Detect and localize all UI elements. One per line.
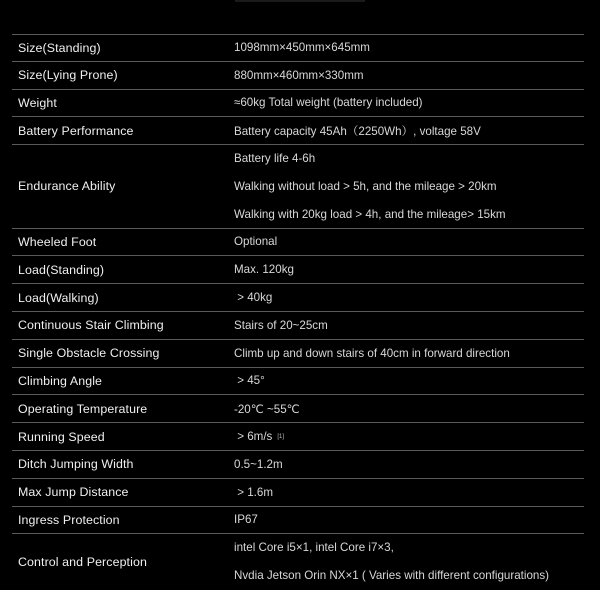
spec-value-cell (234, 312, 584, 339)
spec-value: ≈60kg Total weight (battery included) (234, 96, 423, 110)
spec-label: Load(Walking) (18, 290, 99, 305)
spec-row-control-and-perception (12, 534, 584, 590)
spec-value: IP67 (234, 513, 258, 527)
spec-label: Climbing Angle (18, 373, 103, 388)
spec-row-operating-temperature (12, 395, 584, 423)
spec-row-size-standing (12, 34, 584, 62)
spec-value-cell (234, 368, 584, 395)
spec-value: Walking without load > 5h, and the mileage > 20km (234, 179, 497, 193)
spec-row-endurance-ability (12, 145, 584, 228)
spec-value-cell (234, 284, 584, 311)
spec-value: Nvdia Jetson Orin NX×1 ( Varies with different configurations) (234, 569, 550, 583)
spec-label: Size(Lying Prone) (18, 68, 118, 83)
spec-value: Walking with 20kg load > 4h, and the mileage> 15km (234, 207, 506, 221)
spec-row-size-lying-prone (12, 62, 584, 90)
spec-row-wheeled-foot (12, 229, 584, 257)
spec-value: > 40kg (234, 291, 273, 305)
spec-label: Max Jump Distance (18, 485, 129, 500)
spec-table (12, 34, 584, 590)
top-divider (235, 0, 365, 2)
spec-value: Battery life 4-6h (234, 152, 316, 166)
spec-row-continuous-stair-climbing (12, 312, 584, 340)
spec-value: Climb up and down stairs of 40cm in forward direction (234, 346, 510, 360)
spec-label: Ingress Protection (18, 512, 120, 527)
spec-value-cell (234, 451, 584, 478)
spec-row-ditch-jumping-width (12, 451, 584, 479)
footnote-reference: [1] (277, 433, 285, 440)
spec-label: Ditch Jumping Width (18, 457, 134, 472)
spec-label: Single Obstacle Crossing (18, 346, 160, 361)
spec-value: 1098mm×450mm×645mm (234, 41, 370, 55)
spec-value: intel Core i5×1, intel Core i7×3, (234, 541, 394, 555)
spec-label: Endurance Ability (18, 179, 116, 194)
spec-label: Control and Perception (18, 555, 147, 570)
spec-label: Running Speed (18, 429, 105, 444)
spec-value: Max. 120kg (234, 263, 294, 277)
spec-label: Load(Standing) (18, 262, 105, 277)
spec-row-max-jump-distance (12, 479, 584, 507)
spec-label: Weight (18, 95, 57, 110)
spec-value: Battery capacity 45Ah（2250Wh）, voltage 58V (234, 124, 481, 138)
spec-value-cell (234, 90, 584, 117)
spec-value: 0.5~1.2m (234, 457, 283, 471)
spec-value-cell (234, 479, 584, 506)
spec-value-group (234, 423, 284, 450)
spec-label: Operating Temperature (18, 401, 148, 416)
spec-value: > 45° (234, 374, 265, 388)
spec-value: > 6m/s (234, 430, 273, 444)
spec-label: Continuous Stair Climbing (18, 318, 164, 333)
spec-value-cell (234, 117, 584, 144)
spec-label: Battery Performance (18, 123, 134, 138)
spec-value: -20℃ ~55℃ (234, 402, 300, 416)
spec-row-battery-performance (12, 117, 584, 145)
spec-row-load-walking (12, 284, 584, 312)
spec-value: Optional (234, 235, 278, 249)
spec-row-weight (12, 90, 584, 118)
spec-value: Stairs of 20~25cm (234, 318, 328, 332)
spec-label: Wheeled Foot (18, 234, 97, 249)
spec-value-cell (234, 534, 584, 590)
spec-value-cell (234, 35, 584, 61)
spec-value-cell (234, 62, 584, 89)
spec-value-cell (234, 145, 584, 227)
spec-row-running-speed (12, 423, 584, 451)
spec-value: > 1.6m (234, 485, 273, 499)
spec-row-load-standing (12, 256, 584, 284)
spec-row-single-obstacle-crossing (12, 340, 584, 368)
spec-row-ingress-protection (12, 507, 584, 535)
spec-value-cell (234, 256, 584, 283)
spec-value-cell (234, 229, 584, 256)
spec-value-cell (234, 507, 584, 534)
spec-value-cell (234, 340, 584, 367)
spec-value-cell (234, 395, 584, 422)
spec-value: 880mm×460mm×330mm (234, 68, 364, 82)
spec-label: Size(Standing) (18, 40, 101, 55)
spec-row-climbing-angle (12, 368, 584, 396)
spec-value-cell (234, 423, 584, 450)
